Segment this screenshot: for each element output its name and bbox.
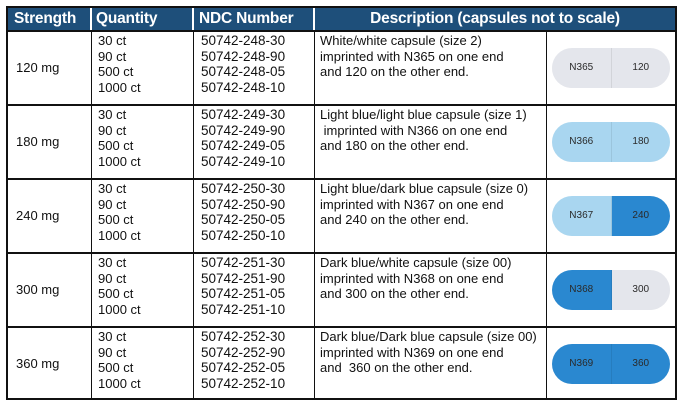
table-header bbox=[8, 8, 675, 30]
quantity-value: 1000 ct bbox=[98, 301, 141, 317]
ndc-number: 50742-248-10 bbox=[201, 79, 286, 95]
ndc-number: 50742-252-10 bbox=[201, 375, 286, 391]
description-line: imprinted with N367 on one end bbox=[320, 196, 504, 212]
quantity-value: 30 ct bbox=[98, 107, 127, 122]
quantity-cell bbox=[92, 254, 194, 326]
quantity-value: 30 ct bbox=[98, 33, 127, 48]
quantity-value: 90 ct bbox=[98, 344, 127, 360]
quantity-value: 90 ct bbox=[98, 122, 127, 138]
description-cell bbox=[315, 180, 547, 252]
description-line: and 180 on the other end. bbox=[320, 138, 469, 153]
capsule-left-imprint: N366 bbox=[552, 122, 612, 162]
capsule-image-cell bbox=[547, 180, 675, 252]
table-row bbox=[8, 326, 675, 400]
ndc-cell bbox=[194, 106, 315, 178]
description-line: and 120 on the other end. bbox=[320, 64, 469, 79]
ndc-number: 50742-249-05 bbox=[201, 138, 286, 153]
ndc-number: 50742-252-05 bbox=[201, 360, 286, 375]
capsule-left-imprint: N367 bbox=[552, 196, 612, 236]
capsule-right-imprint: 180 bbox=[612, 122, 671, 162]
ndc-cell bbox=[194, 328, 315, 400]
ndc-number: 50742-249-30 bbox=[201, 107, 286, 122]
capsule-left-imprint: N368 bbox=[552, 270, 612, 310]
quantity-value: 30 ct bbox=[98, 181, 127, 196]
capsule-left-imprint: N369 bbox=[552, 344, 612, 384]
strength-value: 360 mg bbox=[16, 356, 60, 372]
quantity-cell bbox=[92, 32, 194, 104]
quantity-value: 30 ct bbox=[98, 329, 127, 344]
ndc-number: 50742-249-10 bbox=[201, 153, 286, 169]
description-cell bbox=[315, 32, 547, 104]
ndc-number: 50742-251-90 bbox=[201, 270, 286, 286]
capsule-right-imprint: 120 bbox=[612, 48, 671, 88]
description-line: and 360 on the other end. bbox=[320, 360, 473, 375]
header-ndc-number: NDC Number bbox=[194, 8, 315, 30]
quantity-value: 1000 ct bbox=[98, 153, 141, 169]
description-cell bbox=[315, 106, 547, 178]
ndc-number: 50742-250-90 bbox=[201, 196, 286, 212]
capsule-image bbox=[552, 122, 670, 162]
strength-cell bbox=[8, 254, 92, 326]
quantity-value: 500 ct bbox=[98, 212, 134, 227]
ndc-number: 50742-250-10 bbox=[201, 227, 286, 243]
description-line: White/white capsule (size 2) bbox=[320, 33, 482, 48]
description-line: imprinted with N365 on one end bbox=[320, 48, 504, 64]
strength-value: 180 mg bbox=[16, 134, 60, 150]
quantity-cell bbox=[92, 180, 194, 252]
ndc-number: 50742-251-30 bbox=[201, 255, 286, 270]
quantity-value: 90 ct bbox=[98, 270, 127, 286]
table-row bbox=[8, 252, 675, 326]
ndc-number: 50742-248-90 bbox=[201, 48, 286, 64]
strength-value: 300 mg bbox=[16, 282, 60, 298]
quantity-value: 500 ct bbox=[98, 138, 134, 153]
description-line: Dark blue/Dark blue capsule (size 00) bbox=[320, 329, 537, 344]
capsule-image bbox=[552, 270, 670, 310]
ndc-number: 50742-251-05 bbox=[201, 286, 286, 301]
quantity-value: 500 ct bbox=[98, 64, 134, 79]
quantity-cell bbox=[92, 328, 194, 400]
quantity-value: 30 ct bbox=[98, 255, 127, 270]
ndc-number: 50742-250-30 bbox=[201, 181, 286, 196]
strength-cell bbox=[8, 32, 92, 104]
capsule-image-cell bbox=[547, 254, 675, 326]
quantity-value: 1000 ct bbox=[98, 79, 141, 95]
description-line: Light blue/dark blue capsule (size 0) bbox=[320, 181, 529, 196]
capsule-image bbox=[552, 344, 670, 384]
capsule-image bbox=[552, 48, 670, 88]
description-line: and 300 on the other end. bbox=[320, 286, 469, 301]
ndc-number: 50742-252-30 bbox=[201, 329, 286, 344]
quantity-value: 1000 ct bbox=[98, 227, 141, 243]
description-line: and 240 on the other end. bbox=[320, 212, 469, 227]
header-strength: Strength bbox=[8, 8, 92, 30]
ndc-number: 50742-252-90 bbox=[201, 344, 286, 360]
product-table bbox=[6, 6, 677, 400]
ndc-number: 50742-249-90 bbox=[201, 122, 286, 138]
capsule-right-imprint: 240 bbox=[612, 196, 671, 236]
ndc-cell bbox=[194, 32, 315, 104]
capsule-image-cell bbox=[547, 32, 675, 104]
quantity-value: 90 ct bbox=[98, 196, 127, 212]
description-cell bbox=[315, 254, 547, 326]
ndc-number: 50742-250-05 bbox=[201, 212, 286, 227]
description-line: imprinted with N369 on one end bbox=[320, 344, 504, 360]
ndc-cell bbox=[194, 180, 315, 252]
capsule-image-cell bbox=[547, 328, 675, 400]
capsule-right-imprint: 300 bbox=[612, 270, 671, 310]
ndc-number: 50742-248-30 bbox=[201, 33, 286, 48]
ndc-number: 50742-251-10 bbox=[201, 301, 286, 317]
header-description: Description (capsules not to scale) bbox=[370, 10, 620, 27]
quantity-value: 500 ct bbox=[98, 286, 134, 301]
ndc-cell bbox=[194, 254, 315, 326]
table-row bbox=[8, 178, 675, 252]
quantity-value: 90 ct bbox=[98, 48, 127, 64]
capsule-left-imprint: N365 bbox=[552, 48, 612, 88]
capsule-image bbox=[552, 196, 670, 236]
strength-value: 240 mg bbox=[16, 208, 60, 224]
header-quantity: Quantity bbox=[92, 8, 194, 30]
strength-cell bbox=[8, 328, 92, 400]
table-row bbox=[8, 104, 675, 178]
strength-cell bbox=[8, 106, 92, 178]
strength-value: 120 mg bbox=[16, 60, 60, 76]
capsule-image-cell bbox=[547, 106, 675, 178]
table-row bbox=[8, 30, 675, 104]
description-line: Dark blue/white capsule (size 00) bbox=[320, 255, 512, 270]
ndc-number: 50742-248-05 bbox=[201, 64, 286, 79]
description-cell bbox=[315, 328, 547, 400]
quantity-value: 500 ct bbox=[98, 360, 134, 375]
capsule-right-imprint: 360 bbox=[612, 344, 671, 384]
quantity-cell bbox=[92, 106, 194, 178]
description-line: imprinted with N368 on one end bbox=[320, 270, 504, 286]
description-line: Light blue/light blue capsule (size 1) bbox=[320, 107, 527, 122]
strength-cell bbox=[8, 180, 92, 252]
quantity-value: 1000 ct bbox=[98, 375, 141, 391]
description-line: imprinted with N366 on one end bbox=[320, 122, 508, 138]
